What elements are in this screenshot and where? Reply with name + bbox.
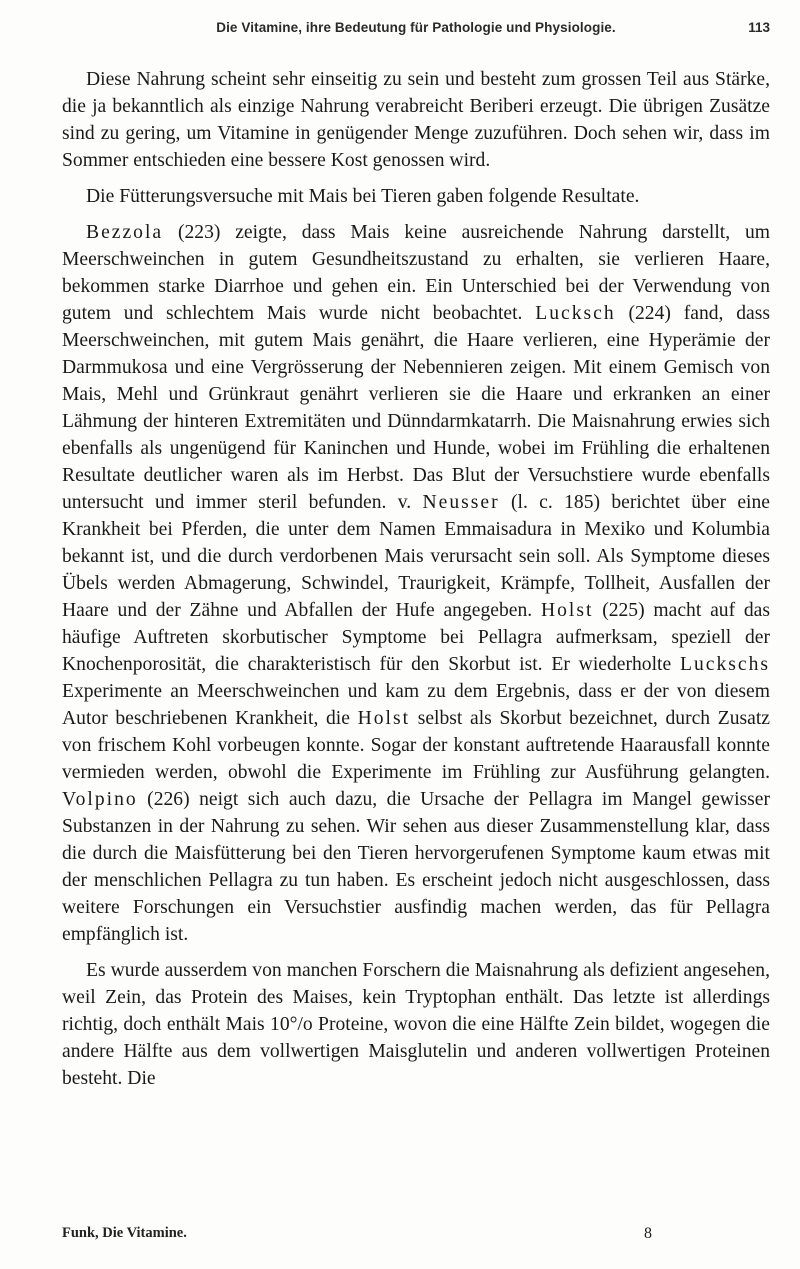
text-run: (223) zeigte, dass Mais keine ausreichende Nahrung darstellt, um Meerschweinchen in gutem Gesundheitszustand zu erhalten, sie verlieren Haare, bekommen starke Diarrhoe und gehen ein. Ein Unterschied bei der Verwendung von gutem und schlechtem Mais wurde nicht beobachtet. <box>62 222 770 324</box>
page-number: 113 <box>748 20 770 35</box>
page-footer <box>62 1225 770 1242</box>
running-head-title: Die Vitamine, ihre Bedeutung für Pathologie und Physiologie. <box>216 20 616 35</box>
paragraph-2: Die Fütterungsversuche mit Mais bei Tieren gaben folgende Resultate. <box>86 186 640 207</box>
text-run: Experimente an Meerschweinchen und kam zu dem Ergebnis, dass er der von diesem Autor beschriebenen Krankheit, die <box>62 681 770 729</box>
author-name: Volpino <box>62 789 138 810</box>
body-text <box>62 66 770 1092</box>
footer-book-title: Funk, Die Vitamine. <box>62 1225 187 1241</box>
text-run: selbst als Skorbut bezeichnet, durch Zusatz von frischem Kohl vorbeugen konnte. Sogar der konstant auftretende Haarausfall konnte vermieden werden, obwohl die Experimente im Frühling zur Ausführung gelangten. <box>62 708 770 783</box>
signature-mark: 8 <box>644 1225 652 1242</box>
text-run: (225) macht auf das häufige Auftreten skorbutischer Symptome bei Pellagra aufmerksam, speziell der Knochenporosität, die charakteristisch für den Skorbut ist. Er wiederholte <box>62 600 771 675</box>
text-run: (l. c. 185) berichtet über eine Krankheit bei Pferden, die unter dem Namen Emmaisadura in Mexiko und Kolumbia bekannt ist, und die durch verdorbenen Mais verursacht sein soll. Als Symptome dieses Übels werden Abmagerung, Schwindel, Traurigkeit, Krämpfe, Tollheit, Ausfallen der Haare und der Zähne und Abfallen der Hufe angegeben. <box>62 492 770 621</box>
author-name: Neusser <box>422 492 500 513</box>
running-head <box>62 20 770 40</box>
paragraph-4: Es wurde ausserdem von manchen Forschern die Maisnahrung als defizient angesehen, weil Zein, das Protein des Maises, kein Tryptophan enthält. Das letzte ist allerdings richtig, doch enthält Mais 10°/o Proteine, wovon die eine Hälfte Zein bildet, wogegen die andere Hälfte aus dem vollwertigen Maisglutelin und anderen vollwertigen Proteinen besteht. Die <box>62 960 770 1089</box>
author-name: Lucksch <box>535 303 616 324</box>
author-name: Holst <box>540 600 594 621</box>
text-run: (226) neigt sich auch dazu, die Ursache der Pellagra im Mangel gewisser Substanzen in der Nahrung zu sehen. Wir sehen aus dieser Zusammenstellung klar, dass die durch die Maisfütterung bei den Tieren hervorgerufenen Symptome kaum etwas mit der menschlichen Pellagra zu tun haben. Es erscheint jedoch nicht ausgeschlossen, dass weitere Forschungen ein Versuchstier ausfindig machen werden, das für Pellagra empfänglich ist. <box>62 789 770 945</box>
text-run: (224) fand, dass Meerschweinchen, mit gutem Mais genährt, die Haare verlieren, eine Hyperämie der Darmmukosa und eine Vergrösserung der Nebennieren zeigen. Mit einem Gemisch von Mais, Mehl und Grünkraut genährt verlieren sie die Haare und erkranken an einer Lähmung der hinteren Extremitäten und Dünndarmkatarrh. Die Maisnahrung erwies sich ebenfalls als ungenügend für Kaninchen und Hunde, wobei im Frühling die erhaltenen Resultate deutlicher waren als im Herbst. Das Blut der Versuchstiere wurde ebenfalls untersucht und immer steril befunden. v. <box>62 303 771 513</box>
paragraph-3 <box>62 219 770 948</box>
paragraph-1: Diese Nahrung scheint sehr einseitig zu sein und besteht zum grossen Teil aus Stärke, die ja bekanntlich als einzige Nahrung verabreicht Beriberi erzeugt. Die übrigen Zusätze sind zu gering, um Vitamine in genügender Menge zuzuführen. Doch sehen wir, dass im Sommer entschieden eine bessere Kost genossen wird. <box>62 69 770 171</box>
author-name: Bezzola <box>86 222 164 243</box>
author-name: Luckschs <box>679 654 770 675</box>
author-name: Holst <box>357 708 411 729</box>
